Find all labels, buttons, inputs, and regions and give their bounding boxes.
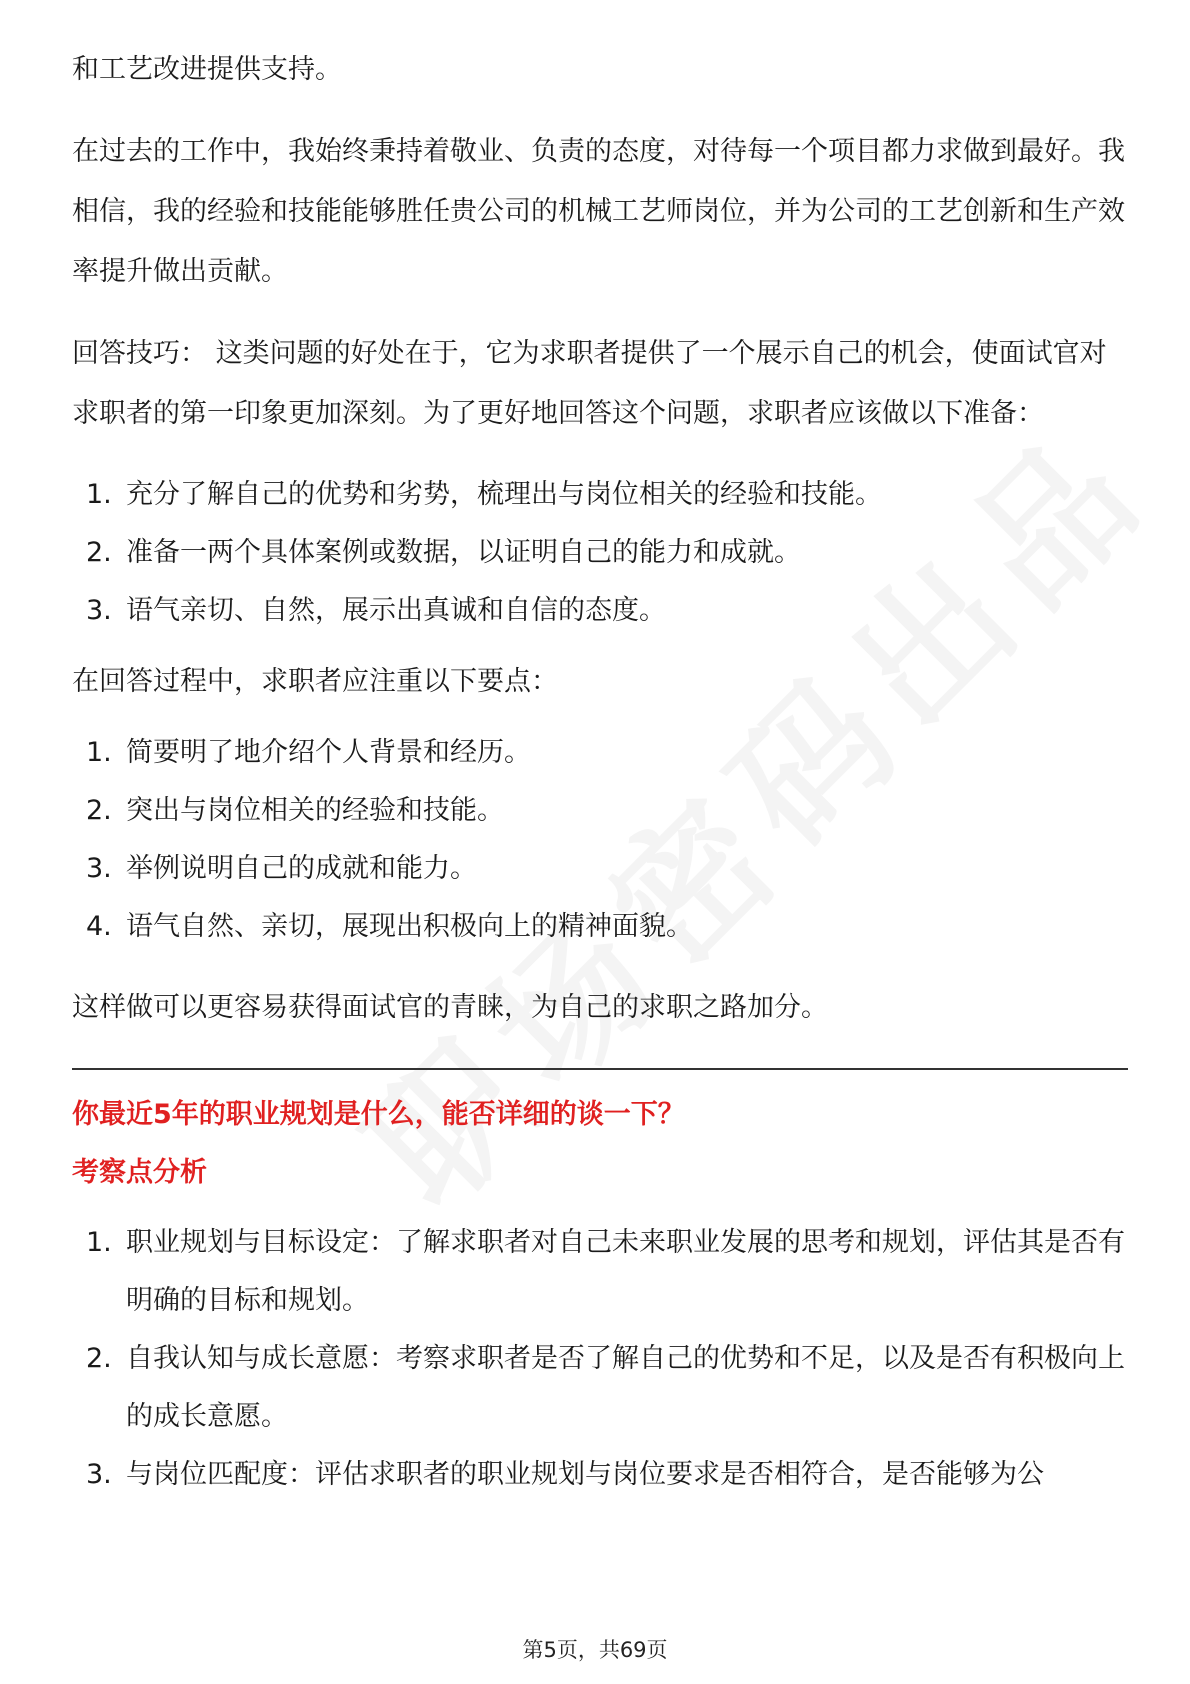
paragraph-conclusion: 这样做可以更容易获得面试官的青睐，为自己的求职之路加分。 — [72, 992, 828, 1023]
list-number: 2. — [86, 795, 112, 826]
list-number: 3. — [86, 853, 112, 884]
paragraph-experience: 在过去的工作中，我始终秉持着敬业、负责的态度，对待每一个项目都力求做到最好。我相信，我的经验和技能能够胜任贵公司的机械工艺师岗位，并为公司的工艺创新和生产效率提升做出贡献。 — [72, 136, 1125, 287]
preparation-list — [72, 466, 1128, 640]
list-text: 突出与岗位相关的经验和技能。 — [126, 795, 504, 826]
list-number: 2. — [86, 1343, 112, 1374]
list-number: 3. — [86, 1459, 112, 1490]
analysis-list — [72, 1214, 1128, 1504]
analysis-heading: 考察点分析 — [72, 1157, 207, 1188]
section-divider — [72, 1068, 1128, 1070]
list-text: 与岗位匹配度：评估求职者的职业规划与岗位要求是否相符合，是否能够为公 — [126, 1459, 1044, 1490]
list-number: 1. — [86, 737, 112, 768]
paragraph-answer-tips: 回答技巧： 这类问题的好处在于，它为求职者提供了一个展示自己的机会，使面试官对求职者的第一印象更加深刻。为了更好地回答这个问题，求职者应该做以下准备： — [72, 338, 1107, 429]
list-item — [72, 1330, 1128, 1446]
list-item — [72, 724, 1128, 782]
list-number: 2. — [86, 537, 112, 568]
question-heading: 你最近5年的职业规划是什么，能否详细的谈一下？ — [72, 1099, 685, 1130]
paragraph-key-points: 在回答过程中，求职者应注重以下要点： — [72, 666, 558, 697]
list-item — [72, 582, 1128, 640]
list-item — [72, 524, 1128, 582]
list-text: 举例说明自己的成就和能力。 — [126, 853, 477, 884]
list-number: 1. — [86, 479, 112, 510]
page-content — [72, 40, 1128, 1504]
list-text: 简要明了地介绍个人背景和经历。 — [126, 737, 531, 768]
list-number: 3. — [86, 595, 112, 626]
list-item — [72, 466, 1128, 524]
list-number: 4. — [86, 911, 112, 942]
list-item — [72, 840, 1128, 898]
list-text: 自我认知与成长意愿：考察求职者是否了解自己的优势和不足，以及是否有积极向上的成长意愿。 — [126, 1343, 1125, 1432]
list-text: 准备一两个具体案例或数据，以证明自己的能力和成就。 — [126, 537, 801, 568]
list-item — [72, 782, 1128, 840]
list-text: 语气自然、亲切，展现出积极向上的精神面貌。 — [126, 911, 693, 942]
list-text: 职业规划与目标设定：了解求职者对自己未来职业发展的思考和规划，评估其是否有明确的目标和规划。 — [126, 1227, 1125, 1316]
list-item — [72, 898, 1128, 956]
list-number: 1. — [86, 1227, 112, 1258]
paragraph-continuation: 和工艺改进提供支持。 — [72, 54, 342, 85]
page-footer: 第5页，共69页 — [522, 1638, 668, 1662]
list-item — [72, 1446, 1128, 1504]
list-text: 充分了解自己的优势和劣势，梳理出与岗位相关的经验和技能。 — [126, 479, 882, 510]
list-text: 语气亲切、自然，展示出真诚和自信的态度。 — [126, 595, 666, 626]
list-item — [72, 1214, 1128, 1330]
key-points-list — [72, 724, 1128, 956]
